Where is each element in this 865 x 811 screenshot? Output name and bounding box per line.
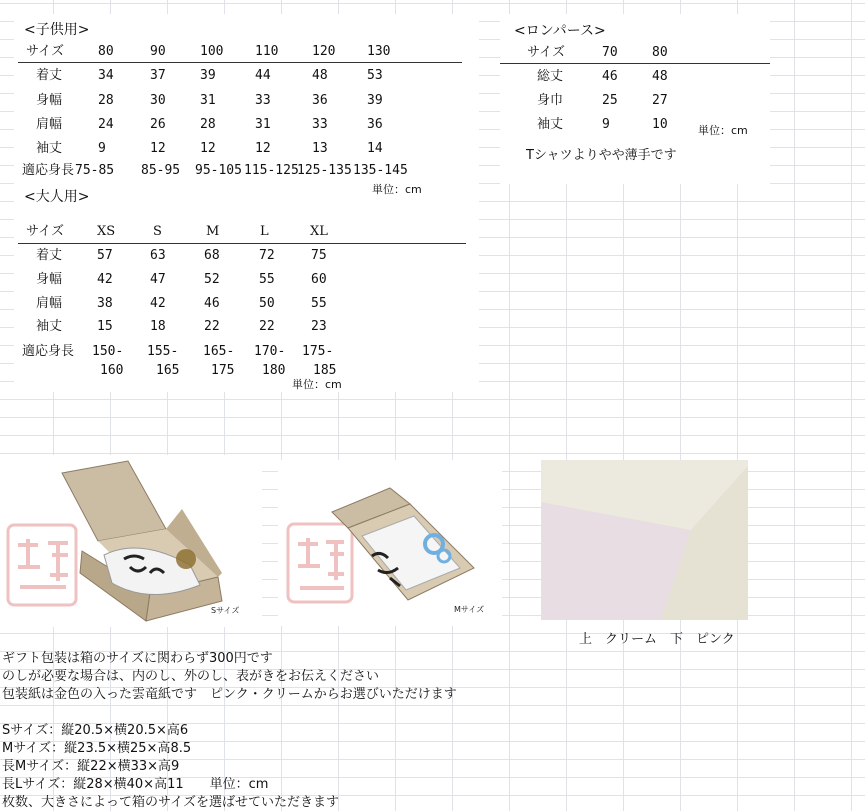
note-line: 枚数、大きさによって箱のサイズを選ばせていただきます <box>2 795 339 810</box>
adult-table-cell: 57 <box>97 248 113 263</box>
adult-table-cell: 68 <box>204 248 220 263</box>
adult-table-cell: 175- <box>302 344 334 359</box>
adult-size-header-cell: XS <box>97 224 116 239</box>
romper-table-cell: 10 <box>652 117 668 132</box>
kids-size-label: サイズ <box>26 44 64 59</box>
adult-table-cell: 22 <box>259 319 275 334</box>
kids-table-header-rule <box>18 62 462 63</box>
adult-size-header-cell: L <box>260 224 269 239</box>
kids-table-cell: 26 <box>150 117 166 132</box>
adult-size-header-cell: S <box>153 224 162 239</box>
kids-table-cell: 39 <box>200 68 216 83</box>
adult-row-label: 着丈 <box>36 248 63 263</box>
kids-table-cell: 36 <box>312 93 328 108</box>
adult-table-cell: 46 <box>204 296 220 311</box>
kids-table-cell: 12 <box>255 141 271 156</box>
kids-table-cell: 13 <box>312 141 328 156</box>
kids-table-cell: 12 <box>200 141 216 156</box>
romper-table-cell: 46 <box>602 69 618 84</box>
adult-table-title: <大人用> <box>24 189 90 205</box>
adult-table-cell: 175 <box>211 363 235 378</box>
adult-size-header-cell: M <box>206 224 220 239</box>
kids-table-cell: 39 <box>367 93 383 108</box>
romper-table-header-rule <box>500 63 770 64</box>
adult-table-cell: 185 <box>313 363 337 378</box>
kids-table-cell: 85-95 <box>141 163 181 178</box>
note-line: のしが必要な場合は、内のし、外のし、表がきをお伝えください <box>2 669 380 684</box>
romper-size-header-cell: 70 <box>602 45 618 60</box>
romper-table-cell: 9 <box>602 117 610 132</box>
adult-table-cell: 165- <box>203 344 235 359</box>
kids-table-cell: 34 <box>98 68 114 83</box>
paper-caption: 上 クリーム 下 ピンク <box>579 632 735 647</box>
adult-table-cell: 42 <box>150 296 166 311</box>
adult-table-cell: 15 <box>97 319 113 334</box>
note-line: ギフト包装は箱のサイズに関わらず300円です <box>2 651 273 666</box>
romper-row-label: 総丈 <box>537 69 564 84</box>
kids-table-cell: 33 <box>312 117 328 132</box>
adult-table-cell: 22 <box>204 319 220 334</box>
kids-table-cell: 37 <box>150 68 166 83</box>
kids-table-cell: 14 <box>367 141 383 156</box>
m-size-box-photo <box>278 460 502 626</box>
romper-table-cell: 48 <box>652 69 668 84</box>
adult-table-cell: 170- <box>254 344 286 359</box>
kids-row-label: 袖丈 <box>36 141 63 156</box>
adult-table-cell: 165 <box>156 363 180 378</box>
adult-table-cell: 18 <box>150 319 166 334</box>
kids-table-cell: 30 <box>150 93 166 108</box>
kids-table-cell: 135-145 <box>353 163 408 178</box>
kids-size-header-cell: 110 <box>255 44 279 59</box>
adult-size-header-cell: XL <box>310 224 328 239</box>
kids-table-cell: 31 <box>200 93 216 108</box>
s-size-box-photo <box>0 455 262 627</box>
romper-table-cell: 25 <box>602 93 618 108</box>
kids-table-cell: 12 <box>150 141 166 156</box>
kids-table-cell: 125-135 <box>297 163 352 178</box>
s-size-label: Sサイズ <box>211 606 240 615</box>
adult-table-cell: 23 <box>311 319 327 334</box>
kids-size-header-cell: 80 <box>98 44 114 59</box>
romper-note: Tシャツよりやや薄手です <box>526 148 677 163</box>
adult-table-cell: 50 <box>259 296 275 311</box>
adult-table-cell: 160 <box>100 363 124 378</box>
romper-size-header-cell: 80 <box>652 45 668 60</box>
wrapping-paper-photo <box>541 460 748 620</box>
m-size-box-image <box>278 460 502 626</box>
kids-size-header-cell: 90 <box>150 44 166 59</box>
adult-table-cell: 150- <box>92 344 124 359</box>
kids-row-label: 適応身長 <box>22 163 75 178</box>
adult-table-header-rule <box>18 243 466 244</box>
adult-table-cell: 38 <box>97 296 113 311</box>
note-line: 長Lサイズ：縦28×横40×高11 単位：cm <box>2 777 269 792</box>
kids-table-title: <子供用> <box>24 22 90 38</box>
adult-table-cell: 42 <box>97 272 113 287</box>
kids-table-cell: 28 <box>98 93 114 108</box>
romper-table-cell: 27 <box>652 93 668 108</box>
kids-size-header-cell: 120 <box>312 44 336 59</box>
wrapping-paper-image <box>541 460 748 620</box>
kids-table-cell: 33 <box>255 93 271 108</box>
adult-table-cell: 55 <box>311 296 327 311</box>
kids-table-cell: 115-125 <box>244 163 299 178</box>
kids-table-cell: 75-85 <box>75 163 115 178</box>
adult-row-label: 身幅 <box>36 272 63 287</box>
kids-table-cell: 53 <box>367 68 383 83</box>
adult-table-cell: 60 <box>311 272 327 287</box>
kids-unit-label: 単位：cm <box>372 183 422 196</box>
romper-row-label: 身巾 <box>537 93 564 108</box>
adult-table-cell: 63 <box>150 248 166 263</box>
romper-unit-label: 単位：cm <box>698 124 748 137</box>
s-size-box-image <box>0 455 262 627</box>
note-line: Sサイズ：縦20.5×横20.5×高6 <box>2 723 189 738</box>
m-size-label: Mサイズ <box>454 605 485 614</box>
adult-table-cell: 55 <box>259 272 275 287</box>
kids-table-cell: 44 <box>255 68 271 83</box>
romper-size-label: サイズ <box>527 45 565 60</box>
adult-row-label: 適応身長 <box>22 344 75 359</box>
adult-table-cell: 75 <box>311 248 327 263</box>
kids-table-cell: 28 <box>200 117 216 132</box>
note-line: 包装紙は金色の入った雲竜紙です ピンク・クリームからお選びいただけます <box>2 687 457 702</box>
kids-table-cell: 9 <box>98 141 106 156</box>
kids-table-cell: 36 <box>367 117 383 132</box>
adult-table-cell: 155- <box>147 344 179 359</box>
adult-table-cell: 180 <box>262 363 286 378</box>
adult-table-cell: 52 <box>204 272 220 287</box>
adult-row-label: 肩幅 <box>36 296 63 311</box>
romper-row-label: 袖丈 <box>537 117 564 132</box>
adult-row-label: 袖丈 <box>36 319 63 334</box>
kids-size-header-cell: 130 <box>367 44 391 59</box>
adult-size-label: サイズ <box>26 224 64 239</box>
adult-unit-label: 単位：cm <box>292 378 342 391</box>
kids-table-cell: 24 <box>98 117 114 132</box>
note-line: Mサイズ：縦23.5×横25×高8.5 <box>2 741 192 756</box>
kids-row-label: 身幅 <box>36 93 63 108</box>
kids-table-cell: 31 <box>255 117 271 132</box>
kids-size-header-cell: 100 <box>200 44 224 59</box>
kids-row-label: 着丈 <box>36 68 63 83</box>
kids-table-cell: 48 <box>312 68 328 83</box>
adult-table-cell: 72 <box>259 248 275 263</box>
note-line: 長Mサイズ：縦22×横33×高9 <box>2 759 180 774</box>
romper-table-title: <ロンパース> <box>514 23 606 39</box>
adult-table-cell: 47 <box>150 272 166 287</box>
kids-row-label: 肩幅 <box>36 117 63 132</box>
kids-table-cell: 95-105 <box>195 163 242 178</box>
